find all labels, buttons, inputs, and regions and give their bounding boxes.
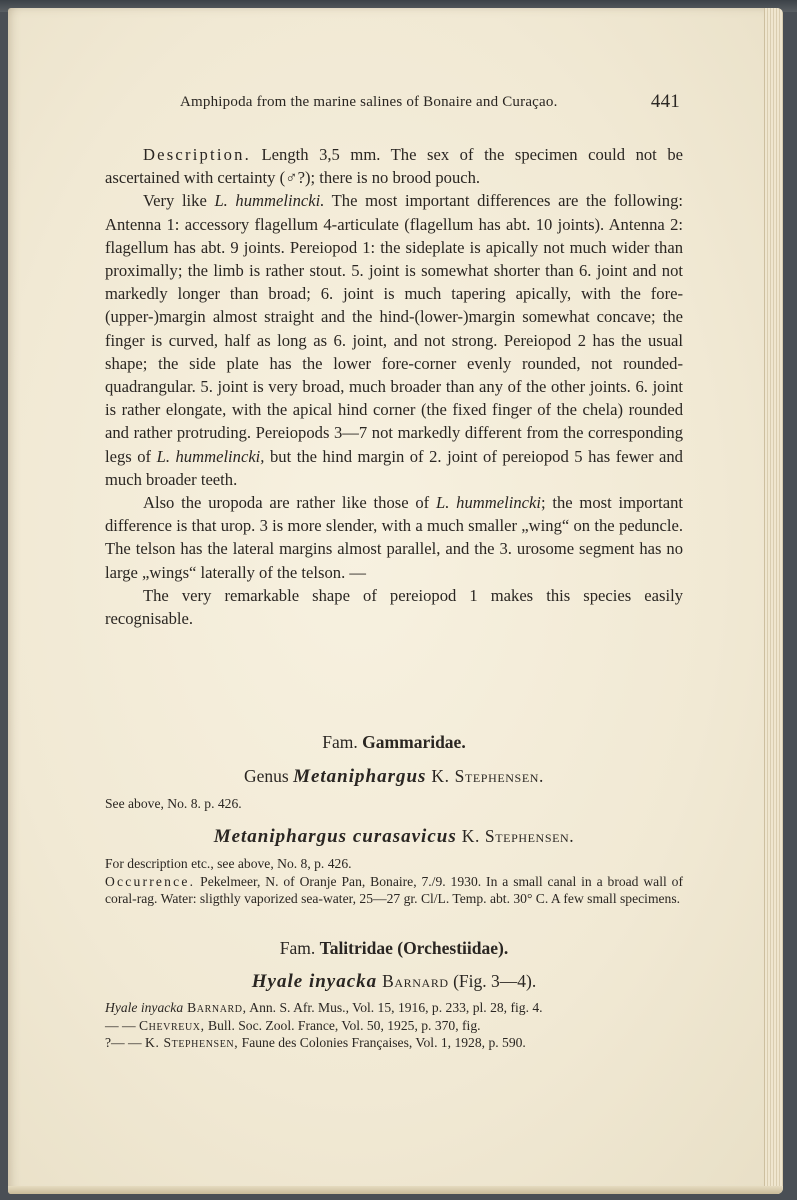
- genus-author: K. Stephensen.: [426, 766, 544, 786]
- synonymy-line-3: [105, 1034, 683, 1052]
- taxon-name: L. hummelincki.: [214, 191, 325, 211]
- heading-prefix: Fam.: [279, 938, 320, 958]
- family-heading-talitridae: [105, 938, 683, 959]
- synonymy-block: [105, 999, 683, 1052]
- occurrence-label: Occurrence.: [105, 873, 196, 889]
- text-run: Very like: [143, 191, 215, 211]
- citation: Bull. Soc. Zool. France, Vol. 50, 1925, p. 370, fig.: [204, 1017, 481, 1033]
- species1-ref-line: For description etc., see above, No. 8, p. 426.: [105, 856, 352, 871]
- species-name: Metaniphargus curasavicus: [213, 826, 457, 847]
- synonymy-line-2: [105, 1017, 683, 1035]
- description-label: Description.: [143, 145, 251, 164]
- species-name: Hyale inyacka: [251, 971, 378, 992]
- heading-prefix: Fam.: [322, 732, 363, 752]
- description-body: [105, 143, 683, 630]
- genus-ref-line: See above, No. 8. p. 426.: [105, 796, 242, 811]
- heading-prefix: Genus: [243, 766, 294, 786]
- author-name: K. Stephensen,: [145, 1035, 239, 1051]
- species-heading-hyale: [105, 971, 683, 993]
- family-name: Gammaridae.: [362, 732, 466, 752]
- dash-prefix: ?— —: [105, 1035, 146, 1051]
- description-paragraph-3: [105, 491, 683, 584]
- occurrence-paragraph: [105, 873, 683, 908]
- description-paragraph-1: [105, 143, 683, 189]
- running-head-title: Amphipoda from the marine salines of Bonaire and Curaçao.: [180, 94, 558, 110]
- family-heading-gammaridae: [105, 732, 683, 753]
- author-name: Chevreux,: [138, 1017, 205, 1033]
- description-text-1: Length 3,5 mm. The sex of the specimen could not be ascertained with certainty (♂?); there is no brood pouch.: [105, 145, 683, 188]
- genus-name: Metaniphargus: [293, 766, 427, 787]
- genus-heading: [105, 766, 683, 788]
- figure-ref: (Fig. 3—4).: [448, 971, 537, 991]
- text-run: The most important differences are the following: Antenna 1: accessory flagellum 4-articulate (flagellum has abt. 10 joints). Antenna 2: flagellum has abt. 9 joints. Pereiopod 1: the sideplate is apically not much wider than proximally; the limb is rather stout. 5. joint is somewhat shorter than 6. joint and not markedly longer than broad; 6. joint is much tapering apically, with the fore-(upper-)margin almost straight and the hind-(lower-)margin somewhat concave; the finger is curved, half as long as 6. joint, and not strong. Pereiopod 2 has the usual shape; the side plate has the lower fore-corner evenly rounded, not rounded-quadrangular. 5. joint is very broad, much broader than any of the other joints. 6. joint is rather elongate, with the apical hind corner (the fixed finger of the chela) rounded and rather protruding. Pereiopods 3—7 not markedly different from the corresponding legs of: [105, 191, 683, 466]
- citation: Ann. S. Afr. Mus., Vol. 15, 1916, p. 233, pl. 28, fig. 4.: [246, 1000, 543, 1015]
- synonymy-line-1: [105, 999, 683, 1017]
- text-run: ; the most important difference is that urop. 3 is more slender, with a much smaller „wing“ on the peduncle. The telson has the lateral margins almost parallel, and the 3. urosome segment has no large „wings“ laterally of the telson. —: [105, 493, 683, 582]
- species1-reference-block: [105, 855, 683, 908]
- occurrence-text: Pekelmeer, N. of Oranje Pan, Bonaire, 7./9. 1930. In a small canal in a broad wall of coral-rag. Water: sligthly vaporized sea-water, 25—27 gr. Cl/L. Temp. abt. 30° C. A few small specimens.: [105, 873, 683, 907]
- text-run: but the hind margin of 2. joint of pereiopod 5 has fewer and much broader teeth.: [105, 446, 683, 489]
- text-run: Also the uropoda are rather like those of: [143, 493, 436, 513]
- page-number: 441: [650, 91, 680, 112]
- species-author: K. Stephensen.: [456, 826, 575, 846]
- species-heading-curasavicus: [105, 826, 683, 848]
- taxon-name: Hyale inyacka: [105, 1000, 184, 1015]
- family-name: Talitridae (Orchestiidae).: [319, 938, 509, 958]
- dash-prefix: — —: [105, 1017, 139, 1033]
- taxon-name: L. hummelincki,: [156, 446, 265, 466]
- page-edge-stack: [764, 8, 783, 1194]
- taxon-name: L. hummelincki: [436, 493, 541, 513]
- description-paragraph-4: The very remarkable shape of pereiopod 1 makes this species easily recognisable.: [105, 585, 683, 629]
- citation: Faune des Colonies Françaises, Vol. 1, 1928, p. 590.: [238, 1035, 526, 1051]
- species-author: Barnard: [377, 971, 449, 991]
- page-bottom-edge: [8, 1186, 783, 1194]
- description-paragraph-2: [105, 189, 683, 491]
- genus-reference: [105, 795, 683, 813]
- book-page: [8, 8, 783, 1194]
- author-name: Barnard,: [183, 1000, 247, 1015]
